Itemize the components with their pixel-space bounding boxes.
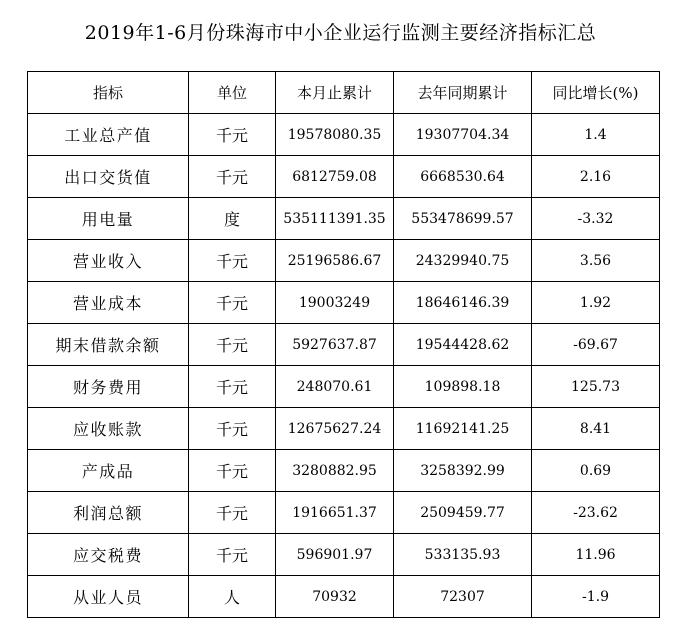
yoy-growth-cell: 2.16 — [532, 156, 660, 198]
table-row — [28, 240, 660, 282]
current-cumulative-cell: 1916651.37 — [276, 492, 394, 534]
yoy-growth-cell: 0.69 — [532, 450, 660, 492]
table-row — [28, 408, 660, 450]
last-year-cumulative-cell: 11692141.25 — [394, 408, 532, 450]
table-row — [28, 282, 660, 324]
current-cumulative-cell: 535111391.35 — [276, 198, 394, 240]
unit-cell: 千元 — [189, 450, 276, 492]
unit-cell: 千元 — [189, 240, 276, 282]
last-year-cumulative-cell: 18646146.39 — [394, 282, 532, 324]
indicator-cell: 利润总额 — [28, 492, 189, 534]
unit-cell: 千元 — [189, 324, 276, 366]
yoy-growth-cell: -1.9 — [532, 576, 660, 618]
indicator-cell: 应收账款 — [28, 408, 189, 450]
table-row — [28, 534, 660, 576]
table-row — [28, 198, 660, 240]
table-row — [28, 450, 660, 492]
indicator-cell: 工业总产值 — [28, 114, 189, 156]
indicator-cell: 用电量 — [28, 198, 189, 240]
yoy-growth-cell: -69.67 — [532, 324, 660, 366]
unit-cell: 人 — [189, 576, 276, 618]
yoy-growth-cell: -3.32 — [532, 198, 660, 240]
yoy-growth-cell: 125.73 — [532, 366, 660, 408]
indicator-cell: 应交税费 — [28, 534, 189, 576]
last-year-cumulative-cell: 553478699.57 — [394, 198, 532, 240]
table-row — [28, 114, 660, 156]
indicator-cell: 营业收入 — [28, 240, 189, 282]
header-cell-unit: 单位 — [189, 72, 276, 114]
unit-cell: 千元 — [189, 366, 276, 408]
indicator-cell: 出口交货值 — [28, 156, 189, 198]
header-cell-last-year-cumulative: 去年同期累计 — [394, 72, 532, 114]
table-row — [28, 366, 660, 408]
indicator-table — [27, 71, 660, 618]
last-year-cumulative-cell: 19307704.34 — [394, 114, 532, 156]
yoy-growth-cell: 11.96 — [532, 534, 660, 576]
indicator-cell: 产成品 — [28, 450, 189, 492]
unit-cell: 千元 — [189, 408, 276, 450]
last-year-cumulative-cell: 2509459.77 — [394, 492, 532, 534]
current-cumulative-cell: 248070.61 — [276, 366, 394, 408]
last-year-cumulative-cell: 3258392.99 — [394, 450, 532, 492]
yoy-growth-cell: -23.62 — [532, 492, 660, 534]
last-year-cumulative-cell: 24329940.75 — [394, 240, 532, 282]
unit-cell: 千元 — [189, 156, 276, 198]
last-year-cumulative-cell: 109898.18 — [394, 366, 532, 408]
last-year-cumulative-cell: 72307 — [394, 576, 532, 618]
unit-cell: 千元 — [189, 492, 276, 534]
header-row — [28, 72, 660, 114]
table-body — [28, 72, 660, 618]
yoy-growth-cell: 3.56 — [532, 240, 660, 282]
yoy-growth-cell: 1.92 — [532, 282, 660, 324]
indicator-cell: 营业成本 — [28, 282, 189, 324]
last-year-cumulative-cell: 6668530.64 — [394, 156, 532, 198]
last-year-cumulative-cell: 19544428.62 — [394, 324, 532, 366]
indicator-cell: 财务费用 — [28, 366, 189, 408]
current-cumulative-cell: 6812759.08 — [276, 156, 394, 198]
page-title: 2019年1-6月份珠海市中小企业运行监测主要经济指标汇总 — [84, 22, 597, 44]
yoy-growth-cell: 8.41 — [532, 408, 660, 450]
table-row — [28, 156, 660, 198]
current-cumulative-cell: 596901.97 — [276, 534, 394, 576]
current-cumulative-cell: 12675627.24 — [276, 408, 394, 450]
header-cell-yoy-growth: 同比增长(%) — [532, 72, 660, 114]
current-cumulative-cell: 19578080.35 — [276, 114, 394, 156]
yoy-growth-cell: 1.4 — [532, 114, 660, 156]
current-cumulative-cell: 3280882.95 — [276, 450, 394, 492]
current-cumulative-cell: 70932 — [276, 576, 394, 618]
header-cell-current-cumulative: 本月止累计 — [276, 72, 394, 114]
table-row — [28, 492, 660, 534]
table-row — [28, 324, 660, 366]
indicator-cell: 期末借款余额 — [28, 324, 189, 366]
unit-cell: 千元 — [189, 114, 276, 156]
table-row — [28, 576, 660, 618]
unit-cell: 千元 — [189, 534, 276, 576]
header-cell-indicator: 指标 — [28, 72, 189, 114]
current-cumulative-cell: 19003249 — [276, 282, 394, 324]
indicator-cell: 从业人员 — [28, 576, 189, 618]
unit-cell: 度 — [189, 198, 276, 240]
unit-cell: 千元 — [189, 282, 276, 324]
last-year-cumulative-cell: 533135.93 — [394, 534, 532, 576]
current-cumulative-cell: 25196586.67 — [276, 240, 394, 282]
current-cumulative-cell: 5927637.87 — [276, 324, 394, 366]
